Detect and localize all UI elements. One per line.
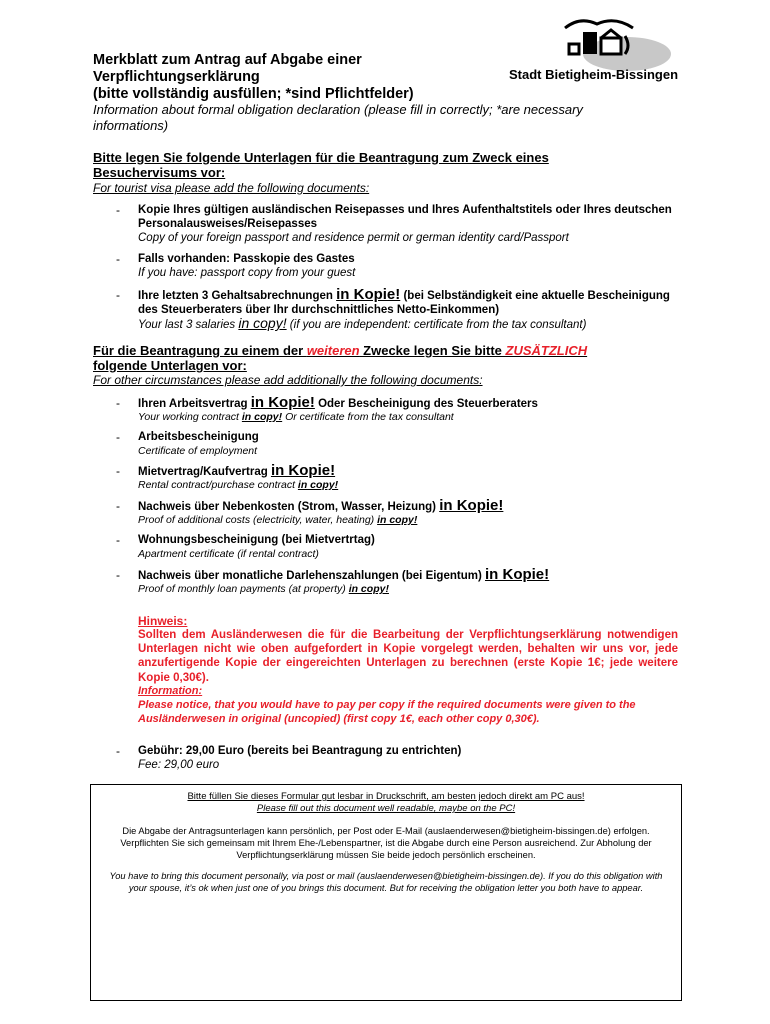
item-english: If you have: passport copy from your guest: [138, 267, 356, 279]
in-copy-emphasis: in copy!: [241, 411, 283, 423]
notice-info-heading: Information:: [138, 684, 203, 697]
item-english: Certificate of employment: [138, 445, 258, 457]
item-text: Nachweis über monatliche Darlehenszahlungen (bei Eigentum) in Kopie!: [138, 566, 550, 583]
list-dash: -: [116, 464, 120, 478]
in-kopie-emphasis: in Kopie!: [439, 497, 504, 514]
item-text: Mietvertrag/Kaufvertrag in Kopie!: [138, 462, 336, 479]
list-dash: -: [116, 499, 120, 513]
item-english: Your working contract in copy! Or certificate from the tax consultant: [138, 411, 454, 423]
list-dash: -: [116, 203, 120, 217]
box-line-1: Bitte füllen Sie dieses Formular gut lesbar in Druckschrift, am besten jedoch direkt am PC aus!: [187, 791, 585, 802]
item-text: Arbeitsbescheinigung: [138, 431, 259, 443]
zusaetzlich-emphasis: ZUSÄTZLICH: [505, 343, 588, 358]
list-dash: -: [116, 533, 120, 547]
list-dash: -: [116, 252, 120, 266]
list-dash: -: [116, 396, 120, 410]
in-kopie-emphasis: in Kopie!: [250, 394, 315, 411]
fee-text: Gebühr: 29,00 Euro (bereits bei Beantragung zu entrichten): [138, 745, 462, 757]
notice-text: Sollten dem Ausländerwesen die für die Bearbeitung der Verpflichtungserklärung notwendigen Unterlagen nicht wie oben aufgefordert in Kopie vorgelegt werden, behalten wir uns vor, jede anzufertigende Kopie der eingereichten Unterlagen zu berechnen (erste Kopie 1€; jede weitere Kopie 0,30€).: [138, 629, 678, 684]
item-english: Rental contract/purchase contract in copy!: [138, 479, 339, 491]
list-dash: -: [116, 568, 120, 582]
instructions-box: [90, 784, 682, 1001]
in-copy-emphasis: in copy!: [377, 514, 418, 526]
item-english: Proof of monthly loan payments (at property) in copy!: [138, 583, 389, 595]
item-english: Your last 3 salaries in copy! (if you are independent: certificate from the tax consultant): [138, 315, 587, 331]
in-kopie-emphasis: in Kopie!: [484, 566, 550, 583]
list-dash: -: [116, 288, 120, 302]
fee-english: Fee: 29,00 euro: [138, 759, 220, 771]
in-kopie-emphasis: in Kopie!: [270, 462, 336, 479]
section1-heading-line2: Besuchervisums vor:: [93, 165, 226, 180]
city-logo-text: Stadt Bietigheim-Bissingen: [509, 67, 679, 82]
item-text: Nachweis über Nebenkosten (Strom, Wasser, Heizung) in Kopie!: [138, 497, 504, 514]
list-dash: -: [116, 430, 120, 444]
weiteren-emphasis: weiteren: [306, 343, 360, 358]
section2-english: For other circumstances please add additionally the following documents:: [93, 373, 483, 387]
section2-heading-line2: folgende Unterlagen vor:: [93, 358, 247, 373]
notice-heading: Hinweis:: [138, 614, 188, 628]
section1-heading-line1: Bitte legen Sie folgende Unterlagen für die Beantragung zum Zweck eines: [93, 150, 549, 165]
item-english: Copy of your foreign passport and residence permit or german identity card/Passport: [138, 232, 569, 244]
item-text: Ihre letzten 3 Gehaltsabrechnungen in Kopie! (bei Selbständigkeit eine aktuelle Bescheinigung des Steuerberaters über Ihr durchschnittliches Netto-Einkommen): [138, 286, 670, 316]
list-dash: -: [116, 744, 120, 758]
section1-english: For tourist visa please add the following documents:: [93, 181, 370, 195]
title-english: Information about formal obligation declaration (please fill in correctly; *are necessary informations): [93, 102, 583, 133]
section2-heading-line1: Für die Beantragung zu einem der weiteren Zwecke legen Sie bitte ZUSÄTZLICH: [93, 343, 588, 358]
section1-heading: [93, 150, 680, 180]
item-text: Wohnungsbescheinigung (bei Mietvertrtag): [138, 534, 375, 546]
title-line-1: Merkblatt zum Antrag auf Abgabe einer: [93, 52, 362, 68]
in-copy-emphasis: in copy!: [238, 315, 287, 331]
box-paragraph-en: You have to bring this document personally, via post or mail (auslaenderwesen@bietigheim-bissingen.de). If you do this obligation with your spouse, it’s ok when just one of you brings this document. But for receiving the obligation letter you both have to appear.: [109, 871, 663, 893]
box-paragraph-de: Die Abgabe der Antragsunterlagen kann persönlich, per Post oder E-Mail (auslaenderwesen@bietigheim-bissingen.de) erfolgen. Verpflichten Sie sich gemeinsam mit Ihrem Ehe-/Lebenspartner, ist die Abgabe durch eine Person ausreichend. Zur Abholung der Verpflichtungserklärung müssen Sie beide jedoch persönlich erscheinen.: [120, 826, 652, 860]
in-kopie-emphasis: in Kopie!: [336, 286, 401, 303]
item-english: Proof of additional costs (electricity, water, heating) in copy!: [138, 514, 418, 526]
item-text: Ihren Arbeitsvertrag in Kopie! Oder Bescheinigung des Steuerberaters: [138, 394, 538, 411]
section2-heading: [93, 343, 680, 373]
box-line-2: Please fill out this document well readable, maybe on the PC!: [256, 803, 516, 814]
in-copy-emphasis: in copy!: [348, 583, 389, 595]
item-text: Kopie Ihres gültigen ausländischen Reisepasses und Ihres Aufenthaltstitels oder Ihres deutschen Personalausweises/Reisepasses: [138, 204, 672, 230]
notice-block: [138, 614, 678, 726]
item-text: Falls vorhanden: Passkopie des Gastes: [138, 253, 355, 265]
in-copy-emphasis: in copy!: [297, 479, 339, 491]
notice-info-text: Please notice, that you would have to pay per copy if the required documents were given to the Ausländerwesen in original (uncopied) (first copy 1€, each other copy 0,30€).: [138, 698, 636, 725]
title-line-2: Verpflichtungserklärung: [93, 69, 260, 85]
title-line-3: (bitte vollständig ausfüllen; *sind Pflichtfelder): [93, 86, 414, 102]
document-title: [93, 52, 414, 103]
item-english: Apartment certificate (if rental contract): [138, 548, 319, 560]
